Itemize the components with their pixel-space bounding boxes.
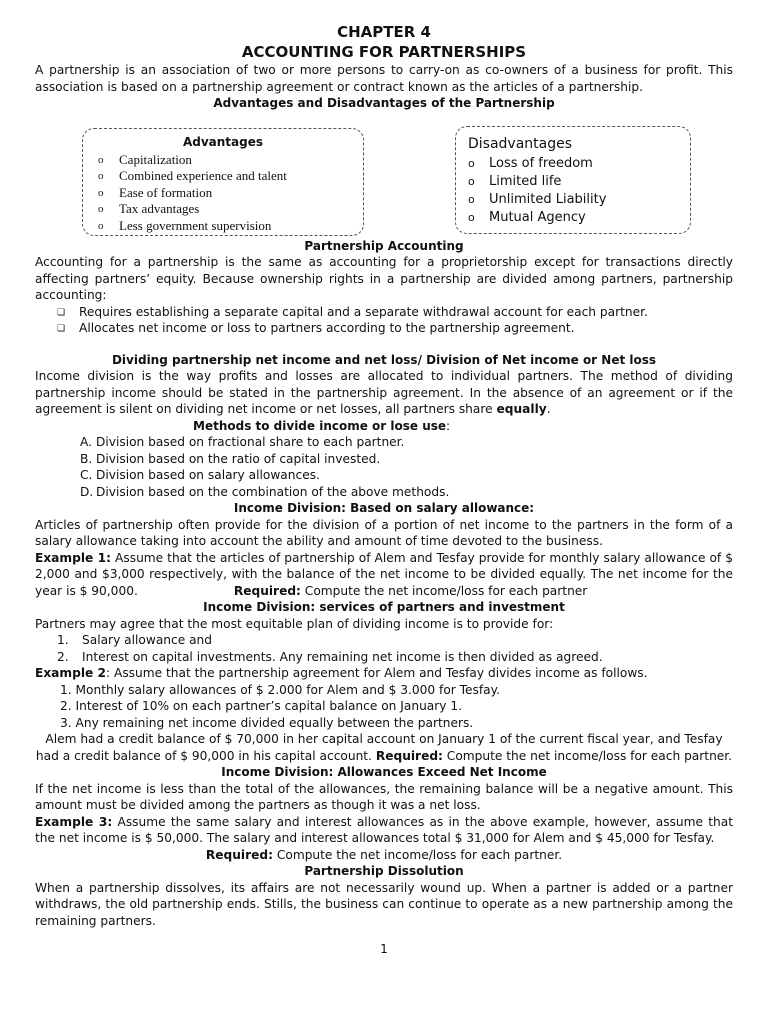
list-item: o Limited life bbox=[468, 173, 690, 191]
document-page bbox=[35, 22, 733, 929]
list-item: A. Division based on fractional share to each partner. bbox=[80, 435, 405, 449]
partnership-accounting-list bbox=[35, 304, 733, 337]
equally-emphasis: equally bbox=[496, 402, 547, 416]
page-number: 1 bbox=[380, 942, 388, 956]
example-3-paragraph: Example 3: Assume the same salary and interest allowances as in the above example, however, assume that the net income is $ 50,000. The salary and interest allowances total $ 31,000 for Alem and $ 45,000 for Tesfay. bbox=[35, 814, 734, 845]
list-item: 1. Salary allowance and bbox=[57, 633, 213, 647]
list-item: 2. Interest on capital investments. Any remaining net income is then divided as agreed. bbox=[57, 649, 603, 664]
chapter-title: ACCOUNTING FOR PARTNERSHIPS bbox=[241, 43, 527, 61]
circle-bullet-icon: o bbox=[98, 203, 104, 216]
circle-bullet-icon: o bbox=[468, 174, 475, 188]
methods-list bbox=[35, 434, 733, 500]
intro-paragraph: A partnership is an association of two or more persons to carry-on as co-owners of a business for profit. This association is based on a partnership agreement or contract known as the articles of a partnership. bbox=[35, 63, 733, 94]
salary-allowance-paragraph: Articles of partnership often provide for the division of a portion of net income to the partners in the form of a salary allowance taking into account the ability and amount of time devoted to the business. bbox=[35, 517, 733, 548]
list-item: C. Division based on salary allowances. bbox=[80, 468, 320, 482]
example-3-required: Required: Compute the net income/loss for each partner. bbox=[205, 847, 563, 862]
partnership-accounting-heading: Partnership Accounting bbox=[304, 238, 464, 253]
list-item: o Capitalization bbox=[98, 151, 192, 167]
division-paragraph: Income division is the way profits and losses are allocated to individual partners. The method of dividing partnership income should be stated in the partnership agreement. In the absence of an agreement or if the agreement is silent on dividing net income or net losses, all partners share equally. bbox=[35, 369, 733, 416]
list-item: D. Division based on the combination of the above methods. bbox=[80, 484, 450, 499]
advantages-title: Advantages bbox=[182, 134, 264, 149]
example-2-balance: Alem had a credit balance of $ 70,000 in her capital account on January 1 of the current fiscal year, and Tesfay had a credit balance of $ 90,000 in his capital account. Required: Compute the net income/loss for each partner. bbox=[35, 732, 733, 763]
list-item: o Less government supervision bbox=[98, 217, 272, 233]
division-heading: Dividing partnership net income and net loss/ Division of Net income or Net loss bbox=[111, 352, 657, 367]
advantages-list bbox=[83, 152, 363, 235]
dissolution-heading: Partnership Dissolution bbox=[304, 864, 464, 878]
advantages-box bbox=[82, 128, 364, 236]
circle-bullet-icon: o bbox=[98, 219, 104, 232]
circle-bullet-icon: o bbox=[468, 156, 475, 170]
example-2-paragraph: Example 2: Assume that the partnership agreement for Alem and Tesfay divides income as follows. bbox=[35, 666, 648, 680]
list-item: ❑ Allocates net income or loss to partners according to the partnership agreement. bbox=[57, 320, 733, 337]
disadvantages-title: Disadvantages bbox=[468, 135, 573, 152]
list-item: o Tax advantages bbox=[98, 201, 200, 217]
circle-bullet-icon: o bbox=[468, 211, 475, 225]
example-1-paragraph: Example 1: Assume that the articles of partnership of Alem and Tesfay provide for monthly salary allowance of $ 2,000 and $3,000 respectively, with the balance of the net income to be divided equally. The net income for the year is $ 90,000. Required: Compute the net income/loss for each partner bbox=[35, 550, 733, 598]
services-list bbox=[35, 632, 733, 665]
list-item: ❑ Requires establishing a separate capital and a separate withdrawal account for each partner. bbox=[57, 304, 733, 321]
circle-bullet-icon: o bbox=[98, 170, 104, 183]
circle-bullet-icon: o bbox=[98, 153, 104, 166]
adv-dis-heading: Advantages and Disadvantages of the Partnership bbox=[213, 96, 555, 110]
square-bullet-icon: ❑ bbox=[57, 307, 66, 318]
disadvantages-box bbox=[455, 126, 691, 234]
list-item: B. Division based on the ratio of capital invested. bbox=[80, 451, 381, 466]
example-2-item: 1. Monthly salary allowances of $ 2.000 for Alem and $ 3.000 for Tesfay. bbox=[60, 682, 500, 697]
services-heading: Income Division: services of partners and investment bbox=[203, 600, 565, 614]
chapter-number: CHAPTER 4 bbox=[337, 23, 431, 41]
list-item: o Combined experience and talent bbox=[98, 168, 287, 184]
adv-dis-boxes bbox=[35, 114, 733, 238]
salary-allowance-heading: Income Division: Based on salary allowance: bbox=[233, 501, 535, 515]
list-item: o Unlimited Liability bbox=[468, 191, 690, 209]
methods-heading: Methods to divide income or lose use: bbox=[193, 418, 451, 433]
partnership-accounting-paragraph: Accounting for a partnership is the same as accounting for a proprietorship except for transactions directly affecting partners’ equity. Because ownership rights in a partnership are divided among partners, partnership accounting: bbox=[35, 255, 733, 302]
example-2-item: 3. Any remaining net income divided equally between the partners. bbox=[60, 715, 474, 730]
list-item: o Mutual Agency bbox=[468, 209, 690, 227]
disadvantages-list bbox=[456, 155, 690, 228]
circle-bullet-icon: o bbox=[98, 186, 104, 199]
allowances-exceed-paragraph: If the net income is less than the total of the allowances, the remaining balance will be a negative amount. This amount must be divided among the partners as though it was a net loss. bbox=[35, 781, 733, 812]
example-2-item: 2. Interest of 10% on each partner’s capital balance on January 1. bbox=[60, 699, 462, 713]
list-item: o Loss of freedom bbox=[468, 155, 690, 173]
allowances-exceed-heading: Income Division: Allowances Exceed Net Income bbox=[221, 765, 547, 779]
services-paragraph: Partners may agree that the most equitable plan of dividing income is to provide for: bbox=[35, 616, 554, 631]
dissolution-paragraph: When a partnership dissolves, its affairs are not necessarily wound up. When a partner is added or a partner withdraws, the old partnership ends. Stills, the business can continue to operate as a new partnership among the remaining partners. bbox=[35, 880, 733, 928]
circle-bullet-icon: o bbox=[468, 192, 475, 206]
square-bullet-icon: ❑ bbox=[57, 324, 66, 334]
list-item: o Ease of formation bbox=[98, 184, 213, 200]
